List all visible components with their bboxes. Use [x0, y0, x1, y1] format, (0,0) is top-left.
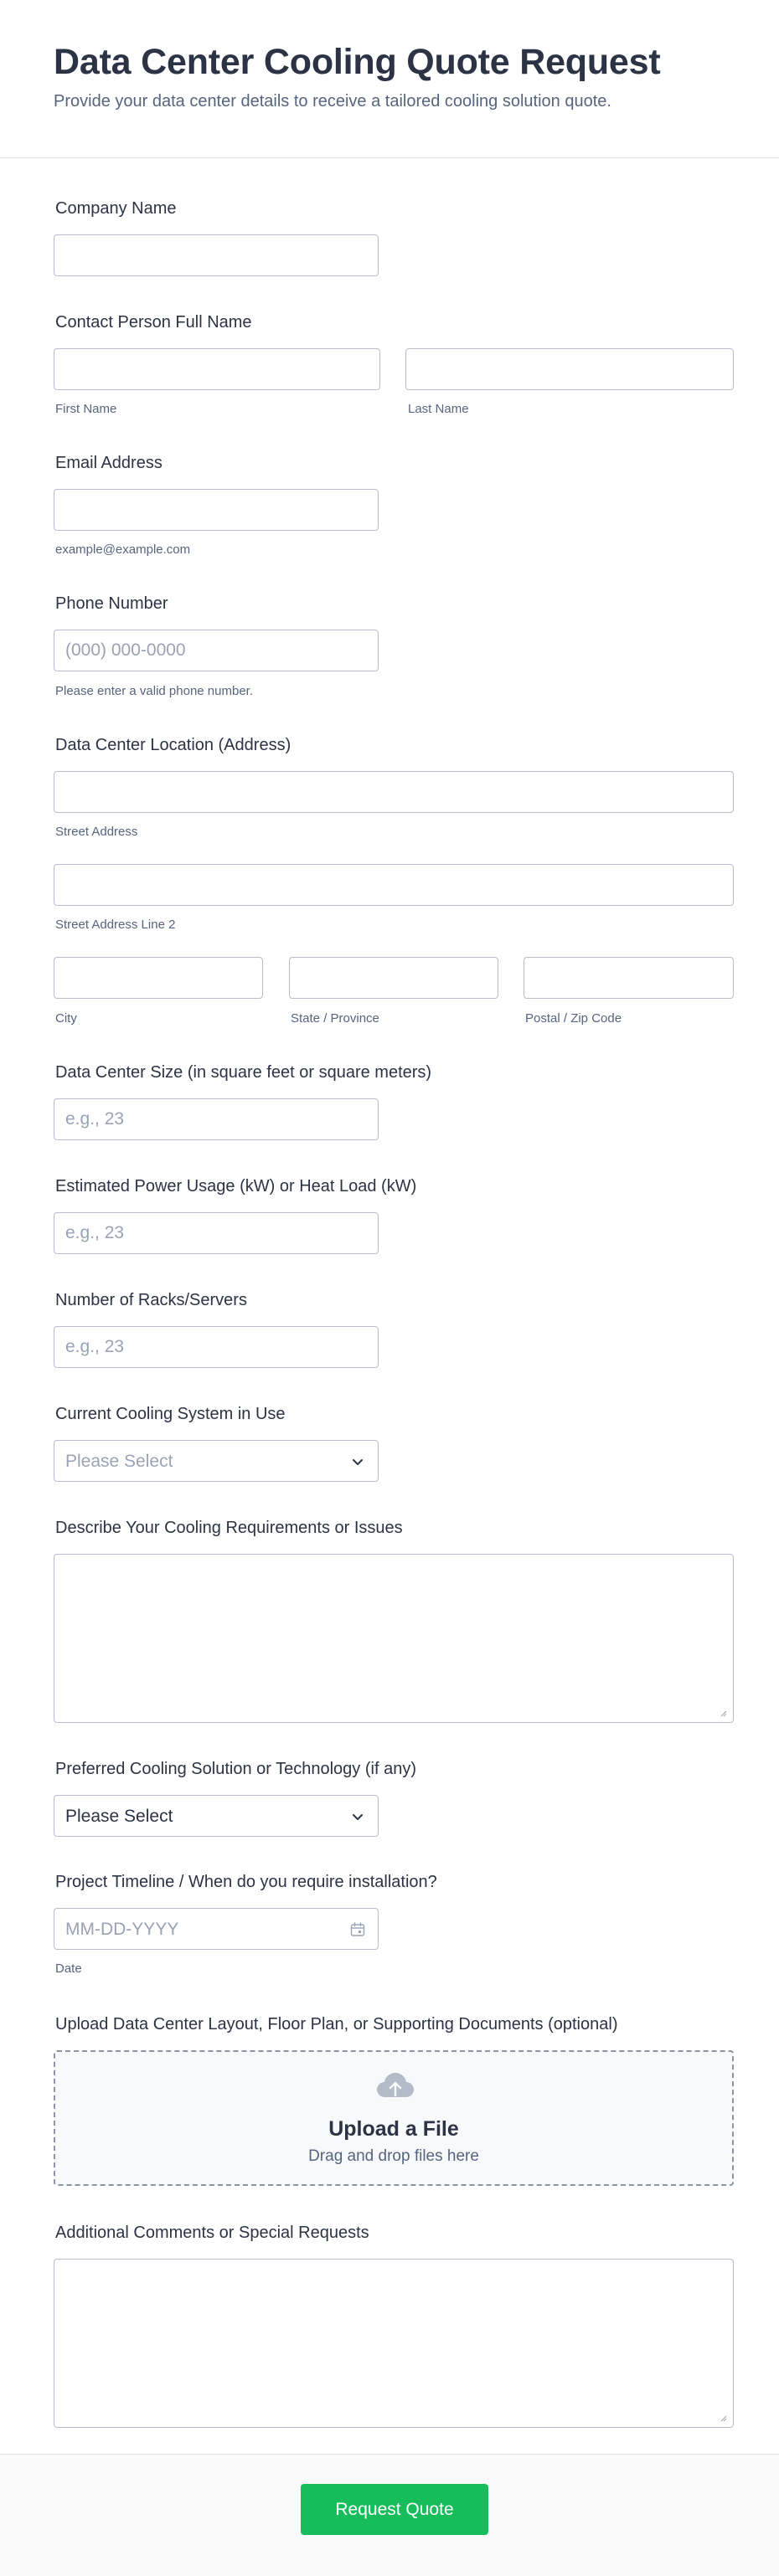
first-name-input[interactable] — [54, 348, 380, 390]
company-name-label: Company Name — [55, 199, 177, 218]
cloud-upload-icon — [375, 2070, 415, 2104]
phone-label: Phone Number — [55, 594, 168, 613]
address-label: Data Center Location (Address) — [55, 736, 291, 754]
email-input[interactable] — [54, 489, 379, 531]
resize-grip-icon[interactable] — [719, 2414, 727, 2422]
comments-textarea[interactable] — [54, 2259, 734, 2428]
current-cooling-select-value: Please Select — [65, 1452, 173, 1471]
state-sublabel: State / Province — [291, 1011, 379, 1026]
timeline-sublabel: Date — [55, 1962, 82, 1976]
preferred-cooling-select[interactable] — [54, 1795, 379, 1837]
email-sublabel: example@example.com — [55, 542, 191, 557]
street-address-input[interactable] — [54, 771, 734, 813]
phone-input[interactable] — [54, 630, 379, 671]
comments-label: Additional Comments or Special Requests — [55, 2224, 369, 2242]
first-name-sublabel: First Name — [55, 402, 117, 416]
phone-sublabel: Please enter a valid phone number. — [55, 684, 253, 698]
upload-title: Upload a File — [328, 2117, 459, 2141]
preferred-cooling-select-value: Please Select — [65, 1807, 173, 1826]
upload-label: Upload Data Center Layout, Floor Plan, or Supporting Documents (optional) — [55, 2015, 618, 2034]
calendar-icon[interactable] — [349, 1921, 366, 1938]
power-label: Estimated Power Usage (kW) or Heat Load (kW) — [55, 1177, 417, 1195]
form-header — [0, 0, 779, 158]
power-input[interactable] — [54, 1212, 379, 1254]
last-name-sublabel: Last Name — [408, 402, 469, 416]
requirements-label: Describe Your Cooling Requirements or Issues — [55, 1519, 403, 1537]
upload-subtitle: Drag and drop files here — [308, 2147, 479, 2165]
page-subtitle: Provide your data center details to receive a tailored cooling solution quote. — [54, 92, 611, 111]
racks-label: Number of Racks/Servers — [55, 1291, 247, 1309]
timeline-label: Project Timeline / When do you require installation? — [55, 1873, 437, 1891]
contact-name-label: Contact Person Full Name — [55, 313, 252, 332]
street-address-line2-sublabel: Street Address Line 2 — [55, 918, 176, 932]
file-upload-dropzone[interactable] — [54, 2050, 734, 2186]
company-name-input[interactable] — [54, 234, 379, 276]
requirements-textarea[interactable] — [54, 1554, 734, 1723]
size-label: Data Center Size (in square feet or square meters) — [55, 1063, 432, 1082]
email-label: Email Address — [55, 454, 163, 472]
chevron-down-icon — [349, 1453, 366, 1470]
zip-input[interactable] — [524, 957, 734, 999]
current-cooling-select[interactable] — [54, 1440, 379, 1482]
size-input[interactable] — [54, 1098, 379, 1140]
page-title: Data Center Cooling Quote Request — [54, 42, 661, 82]
resize-grip-icon[interactable] — [719, 1709, 727, 1717]
chevron-down-icon — [349, 1808, 366, 1825]
city-sublabel: City — [55, 1011, 77, 1026]
timeline-date-placeholder: MM-DD-YYYY — [65, 1920, 179, 1939]
request-quote-button[interactable]: Request Quote — [301, 2484, 488, 2535]
street-address-sublabel: Street Address — [55, 825, 138, 839]
street-address-line2-input[interactable] — [54, 864, 734, 906]
form-footer — [0, 2454, 779, 2576]
city-input[interactable] — [54, 957, 263, 999]
last-name-input[interactable] — [405, 348, 734, 390]
current-cooling-label: Current Cooling System in Use — [55, 1405, 286, 1423]
timeline-date-input[interactable] — [54, 1908, 379, 1950]
zip-sublabel: Postal / Zip Code — [525, 1011, 622, 1026]
preferred-cooling-label: Preferred Cooling Solution or Technology (if any) — [55, 1760, 416, 1778]
racks-input[interactable] — [54, 1326, 379, 1368]
state-input[interactable] — [289, 957, 498, 999]
